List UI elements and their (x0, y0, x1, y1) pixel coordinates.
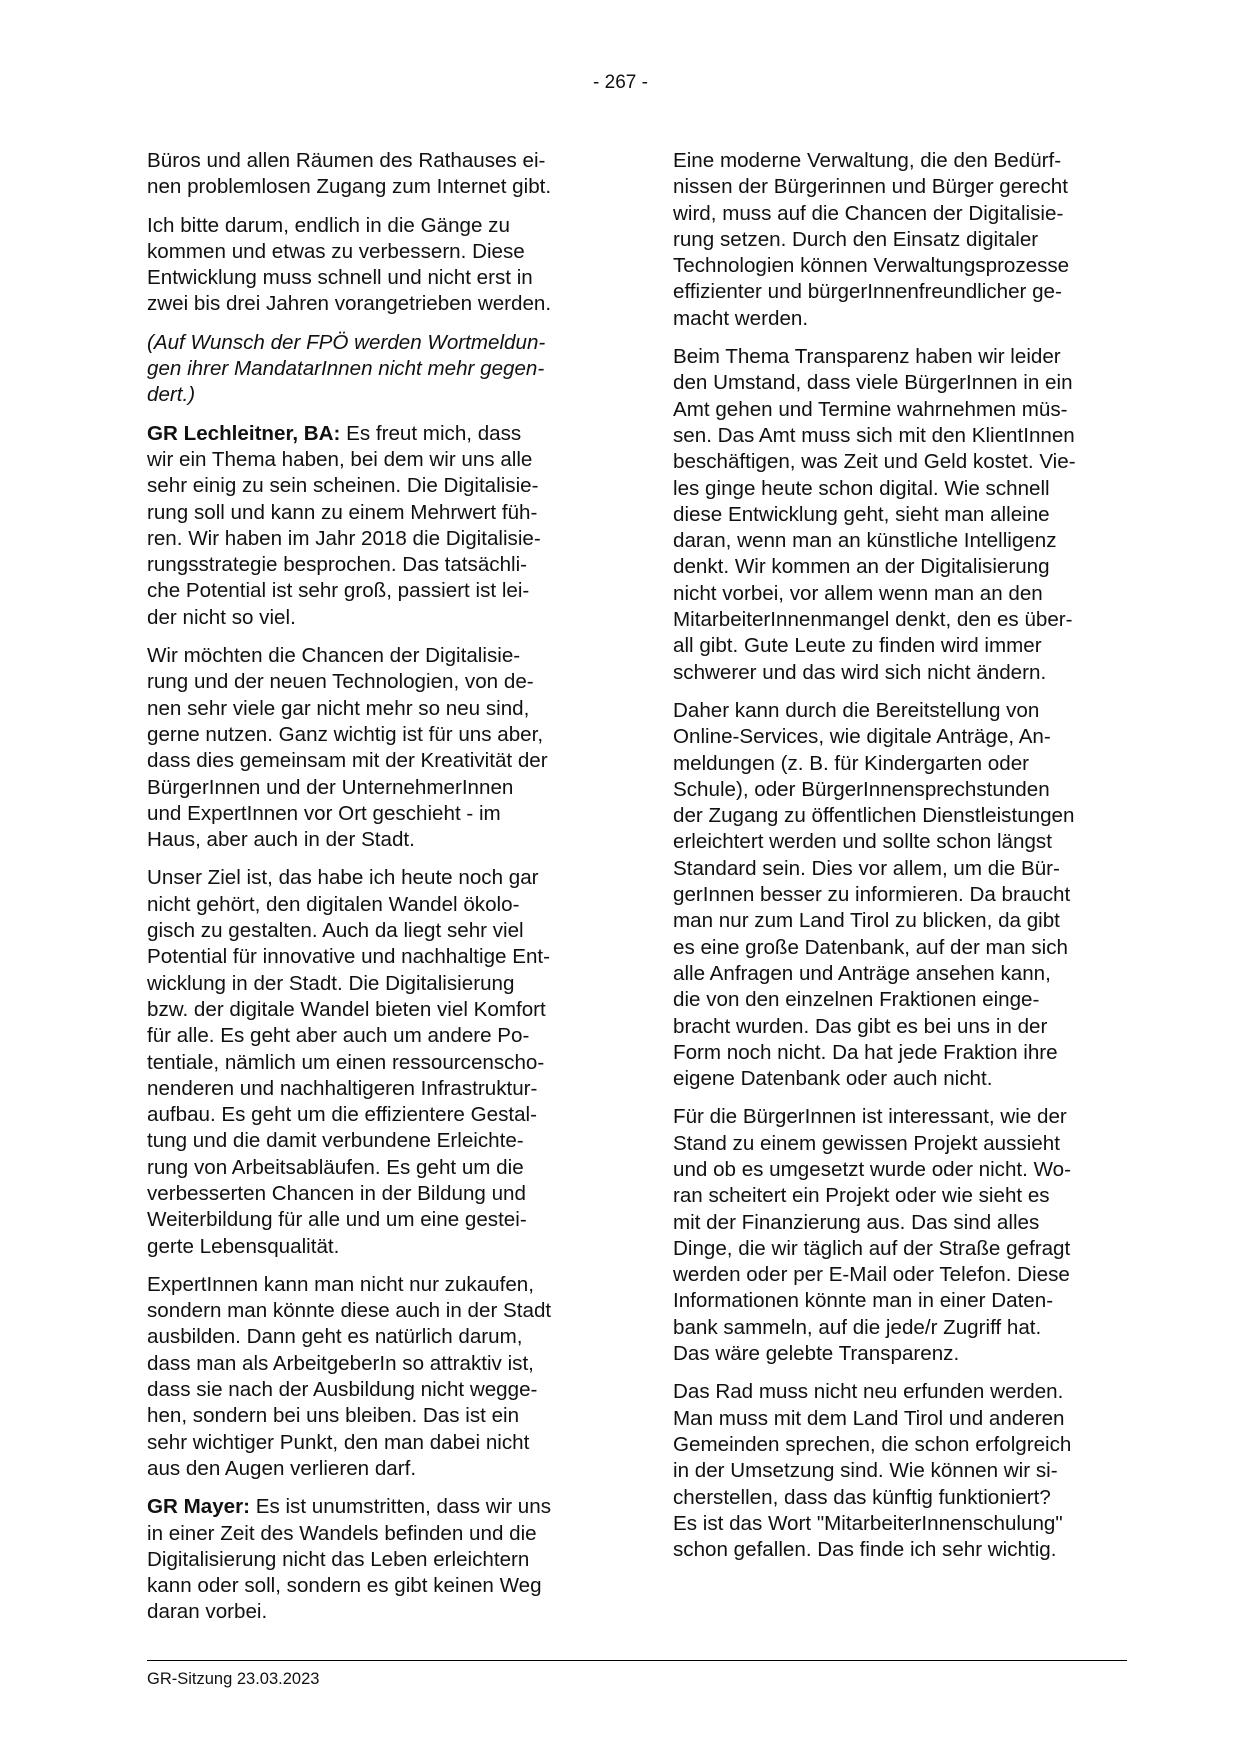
text-line (147, 1547, 601, 1573)
line-text: Standard sein. Dies vor allem, um die Bür- (673, 856, 1060, 880)
text-line (673, 987, 1127, 1013)
text-line (673, 1236, 1127, 1262)
text-line (673, 698, 1127, 724)
text-line (673, 829, 1127, 855)
text-line (673, 279, 1127, 305)
text-line (673, 1131, 1127, 1157)
text-line (147, 918, 601, 944)
text-line (147, 827, 601, 853)
text-line (147, 801, 601, 827)
line-text: (Auf Wunsch der FPÖ werden Wortmeldun- (147, 330, 546, 354)
line-text: Digitalisierung nicht das Leben erleichtern (147, 1547, 530, 1571)
paragraph (147, 148, 601, 201)
line-text: rung soll und kann zu einem Mehrwert füh- (147, 500, 538, 524)
line-text: schwerer und das wird sich nicht ändern. (673, 660, 1047, 684)
text-line (147, 421, 601, 447)
text-line (147, 1403, 601, 1429)
line-text: nenderen und nachhaltigeren Infrastruktur- (147, 1076, 538, 1100)
text-line (673, 1537, 1127, 1563)
line-text: sen. Das Amt muss sich mit den KlientInnen (673, 423, 1075, 447)
text-line (673, 1183, 1127, 1209)
line-text: Eine moderne Verwaltung, die den Bedürf- (673, 149, 1062, 172)
text-line (673, 803, 1127, 829)
line-text: Amt gehen und Termine wahrnehmen müs- (673, 397, 1068, 421)
text-line (673, 633, 1127, 659)
paragraph (673, 1379, 1127, 1563)
text-line (147, 1023, 601, 1049)
line-text: Unser Ziel ist, das habe ich heute noch gar (147, 866, 539, 890)
line-text: für alle. Es geht aber auch um andere Po- (147, 1024, 530, 1048)
text-line (673, 1379, 1127, 1405)
text-line (673, 882, 1127, 908)
line-text: in der Umsetzung sind. Wie können wir si- (673, 1459, 1058, 1483)
text-line (147, 447, 601, 473)
text-line (673, 961, 1127, 987)
line-text: nen sehr viele gar nicht mehr so neu sind, (147, 696, 530, 720)
line-text: dert.) (147, 383, 196, 407)
line-text: sondern man könnte diese auch in der Stadt (147, 1299, 552, 1323)
line-text: der nicht so viel. (147, 605, 296, 629)
line-text: bzw. der digitale Wandel bieten viel Komfort (147, 997, 546, 1021)
line-text: wir ein Thema haben, bei dem wir uns alle (147, 447, 533, 471)
line-text: in einer Zeit des Wandels befinden und die (147, 1521, 537, 1545)
text-line (147, 291, 601, 317)
text-line (147, 578, 601, 604)
line-text: gerInnen besser zu informieren. Da braucht (673, 883, 1071, 907)
text-line (673, 1104, 1127, 1130)
line-text: gen ihrer MandatarInnen nicht mehr gegen- (147, 357, 545, 381)
line-text: bank sammeln, auf die jede/r Zugriff hat. (673, 1315, 1042, 1339)
text-line (673, 1014, 1127, 1040)
line-text: man nur zum Land Tirol zu blicken, da gibt (673, 909, 1060, 933)
text-line (673, 344, 1127, 370)
line-text: Das Rad muss nicht neu erfunden werden. (673, 1380, 1064, 1404)
line-text: Es ist das Wort "MitarbeiterInnenschulung" (673, 1511, 1063, 1535)
text-line (673, 502, 1127, 528)
text-line (673, 476, 1127, 502)
text-line (147, 669, 601, 695)
line-text: der Zugang zu öffentlichen Dienstleistungen (673, 804, 1075, 828)
line-text: ausbilden. Dann geht es natürlich darum, (147, 1325, 523, 1349)
text-line (673, 306, 1127, 332)
line-text: aufbau. Es geht um die effizientere Gestal- (147, 1103, 537, 1127)
footer-divider (147, 1660, 1127, 1661)
line-text: wicklung in der Stadt. Die Digitalisierung (147, 971, 515, 995)
line-text: denkt. Wir kommen an der Digitalisierung (673, 555, 1050, 579)
text-line (673, 1432, 1127, 1458)
text-line (147, 971, 601, 997)
page-number: - 267 - (593, 72, 648, 93)
line-text: zwei bis drei Jahren vorangetrieben werden. (147, 292, 552, 316)
text-line (147, 722, 601, 748)
text-line (673, 528, 1127, 554)
text-line (147, 1521, 601, 1547)
text-line (147, 1494, 601, 1520)
text-line (673, 253, 1127, 279)
text-line (147, 1181, 601, 1207)
text-line (147, 892, 601, 918)
text-line (147, 1155, 601, 1181)
text-line (673, 201, 1127, 227)
line-text: rung von Arbeitsabläufen. Es geht um die (147, 1155, 524, 1179)
speaker-paragraph (147, 1494, 601, 1625)
text-line (673, 227, 1127, 253)
line-text: mit der Finanzierung aus. Das sind alles (673, 1210, 1040, 1234)
text-line (147, 865, 601, 891)
line-text: nissen der Bürgerinnen und Bürger gerecht (673, 175, 1068, 199)
text-line (673, 370, 1127, 396)
line-text: bracht wurden. Das gibt es bei uns in der (673, 1014, 1048, 1038)
text-line (147, 356, 601, 382)
text-line (147, 643, 601, 669)
line-text: hen, sondern bei uns bleiben. Das ist ein (147, 1404, 520, 1428)
line-text: effizienter und bürgerInnenfreundlicher ge- (673, 280, 1062, 304)
line-text: kommen und etwas zu verbessern. Diese (147, 239, 525, 263)
paragraph (673, 344, 1127, 686)
line-text: und ExpertInnen vor Ort geschieht - im (147, 801, 501, 825)
text-line (147, 265, 601, 291)
text-line (673, 1511, 1127, 1537)
text-line (673, 397, 1127, 423)
text-line (147, 1298, 601, 1324)
line-text: rungsstrategie besprochen. Das tatsächli- (147, 553, 528, 577)
line-text: sehr wichtiger Punkt, den man dabei nicht (147, 1430, 530, 1454)
line-text: verbesserten Chancen in der Bildung und (147, 1181, 526, 1205)
line-text: ren. Wir haben im Jahr 2018 die Digitalisie- (147, 526, 541, 550)
text-line (147, 1324, 601, 1350)
paragraph (147, 865, 601, 1259)
editorial-note (147, 330, 601, 409)
line-text: Schule), oder BürgerInnensprechstunden (673, 777, 1050, 801)
text-line (673, 1288, 1127, 1314)
line-text: Technologien können Verwaltungsprozesse (673, 254, 1070, 278)
text-line (147, 1456, 601, 1482)
text-line (147, 1076, 601, 1102)
text-line (147, 526, 601, 552)
text-line (673, 1315, 1127, 1341)
line-text: erleichtert werden und sollte schon längst (673, 830, 1052, 854)
line-text: dass dies gemeinsam mit der Kreativität der (147, 749, 548, 773)
paragraph (673, 698, 1127, 1092)
text-line (673, 1210, 1127, 1236)
paragraph (673, 148, 1127, 332)
line-text: BürgerInnen und der UnternehmerInnen (147, 775, 514, 799)
paragraph (673, 1104, 1127, 1367)
line-text: aus den Augen verlieren darf. (147, 1456, 417, 1480)
text-line (147, 1128, 601, 1154)
text-line (147, 1050, 601, 1076)
line-text: Es freut mich, dass (340, 421, 522, 445)
line-text: schon gefallen. Das finde ich sehr wichtig. (673, 1538, 1057, 1562)
left-column (147, 148, 601, 1638)
line-text: daran, wenn man an künstliche Intelligenz (673, 529, 1057, 553)
line-text: den Umstand, dass viele BürgerInnen in ein (673, 371, 1073, 395)
line-text: Das wäre gelebte Transparenz. (673, 1342, 960, 1366)
text-line (673, 554, 1127, 580)
text-line (673, 1262, 1127, 1288)
text-line (673, 1341, 1127, 1367)
line-text: Form noch nicht. Da hat jede Fraktion ihre (673, 1040, 1058, 1064)
line-text: dass man als ArbeitgeberIn so attraktiv ist, (147, 1351, 534, 1375)
line-text: sehr einig zu sein scheinen. Die Digitalisie- (147, 474, 539, 498)
text-line (673, 908, 1127, 934)
text-line (147, 1430, 601, 1456)
line-text: Haus, aber auch in der Stadt. (147, 828, 415, 852)
line-text: MitarbeiterInnenmangel denkt, den es über- (673, 608, 1073, 632)
line-text: Büros und allen Räumen des Rathauses ei- (147, 149, 546, 172)
text-line (147, 748, 601, 774)
line-text: die von den einzelnen Fraktionen einge- (673, 988, 1040, 1012)
text-line (673, 1458, 1127, 1484)
line-text: diese Entwicklung geht, sieht man alleine (673, 502, 1050, 526)
line-text: Daher kann durch die Bereitstellung von (673, 698, 1040, 722)
line-text: les ginge heute schon digital. Wie schnell (673, 476, 1050, 500)
line-text: ran scheitert ein Projekt oder wie sieht es (673, 1184, 1050, 1208)
text-line (673, 777, 1127, 803)
line-text: Informationen könnte man in einer Daten- (673, 1289, 1054, 1313)
text-line (147, 1207, 601, 1233)
line-text: dass sie nach der Ausbildung nicht wegge- (147, 1378, 538, 1402)
right-column (673, 148, 1127, 1575)
line-text: macht werden. (673, 306, 809, 330)
text-line (673, 1406, 1127, 1432)
text-line (673, 1157, 1127, 1183)
line-text: eigene Datenbank oder auch nicht. (673, 1067, 993, 1091)
text-line (147, 696, 601, 722)
line-text: che Potential ist sehr groß, passiert ist lei- (147, 579, 530, 603)
line-text: und ob es umgesetzt wurde oder nicht. Wo- (673, 1157, 1071, 1181)
line-text: Potential für innovative und nachhaltige Ent- (147, 945, 550, 969)
footer-session-date: GR-Sitzung 23.03.2023 (147, 1670, 320, 1688)
text-line (147, 1351, 601, 1377)
text-line (147, 997, 601, 1023)
line-text: Beim Thema Transparenz haben wir leider (673, 345, 1061, 369)
line-text: Stand zu einem gewissen Projekt aussieht (673, 1131, 1060, 1155)
text-line (673, 1040, 1127, 1066)
text-line (673, 449, 1127, 475)
line-text: Es ist unumstritten, dass wir uns (250, 1495, 552, 1519)
line-text: nen problemlosen Zugang zum Internet gibt. (147, 175, 552, 199)
line-text: rung und der neuen Technologien, von de- (147, 670, 534, 694)
text-line (147, 382, 601, 408)
text-line (673, 935, 1127, 961)
line-text: Wir möchten die Chancen der Digitalisie- (147, 644, 521, 668)
line-text: Für die BürgerInnen ist interessant, wie der (673, 1105, 1067, 1129)
line-text: tentiale, nämlich um einen ressourcenscho- (147, 1050, 545, 1074)
line-text: Dinge, die wir täglich auf der Straße gefragt (673, 1236, 1071, 1260)
line-text: rung setzen. Durch den Einsatz digitaler (673, 227, 1039, 251)
line-text: kann oder soll, sondern es gibt keinen Weg (147, 1574, 542, 1598)
line-text: cherstellen, dass das künftig funktioniert? (673, 1485, 1051, 1509)
line-text: all gibt. Gute Leute zu finden wird immer (673, 634, 1042, 658)
text-line (147, 1573, 601, 1599)
line-text: es eine große Datenbank, auf der man sich (673, 935, 1068, 959)
text-line (147, 500, 601, 526)
line-text: alle Anfragen und Anträge ansehen kann, (673, 961, 1051, 985)
paragraph (147, 213, 601, 318)
line-text: daran vorbei. (147, 1600, 268, 1624)
speaker-name: GR Mayer: (147, 1495, 250, 1519)
line-text: Weiterbildung für alle und um eine gestei- (147, 1208, 527, 1232)
line-text: Entwicklung muss schnell und nicht erst in (147, 266, 533, 290)
line-text: beschäftigen, was Zeit und Geld kostet. Vie- (673, 450, 1076, 474)
line-text: wird, muss auf die Chancen der Digitalisie- (673, 201, 1064, 225)
line-text: nicht vorbei, vor allem wenn man an den (673, 581, 1043, 605)
line-text: werden oder per E-Mail oder Telefon. Diese (673, 1263, 1070, 1287)
line-text: gerte Lebensqualität. (147, 1234, 340, 1258)
text-line (147, 174, 601, 200)
text-line (147, 330, 601, 356)
text-line (673, 581, 1127, 607)
text-line (147, 473, 601, 499)
text-line (673, 660, 1127, 686)
text-line (673, 423, 1127, 449)
text-line (147, 944, 601, 970)
text-line (147, 1377, 601, 1403)
text-line (673, 607, 1127, 633)
text-line (147, 605, 601, 631)
line-text: Man muss mit dem Land Tirol und anderen (673, 1406, 1065, 1430)
line-text: Online-Services, wie digitale Anträge, An- (673, 725, 1051, 749)
line-text: nicht gehört, den digitalen Wandel ökolo- (147, 892, 520, 916)
line-text: Ich bitte darum, endlich in die Gänge zu (147, 213, 510, 237)
text-line (147, 1234, 601, 1260)
text-line (147, 1272, 601, 1298)
line-text: gerne nutzen. Ganz wichtig ist für uns aber, (147, 722, 544, 746)
text-line (147, 775, 601, 801)
speaker-name: GR Lechleitner, BA: (147, 421, 341, 445)
text-line (673, 751, 1127, 777)
text-line (673, 174, 1127, 200)
line-text: Gemeinden sprechen, die schon erfolgreich (673, 1432, 1072, 1456)
text-line (673, 724, 1127, 750)
text-line (147, 148, 601, 174)
line-text: ExpertInnen kann man nicht nur zukaufen, (147, 1272, 534, 1296)
text-line (673, 148, 1127, 174)
line-text: meldungen (z. B. für Kindergarten oder (673, 751, 1030, 775)
line-text: tung und die damit verbundene Erleichte- (147, 1129, 524, 1153)
text-line (147, 1599, 601, 1625)
text-line (673, 1066, 1127, 1092)
text-line (147, 552, 601, 578)
speaker-paragraph (147, 421, 601, 631)
line-text: gisch zu gestalten. Auch da liegt sehr viel (147, 919, 524, 943)
text-line (147, 239, 601, 265)
text-line (673, 1485, 1127, 1511)
text-line (147, 1102, 601, 1128)
paragraph (147, 643, 601, 853)
text-line (673, 856, 1127, 882)
paragraph (147, 1272, 601, 1482)
text-line (147, 213, 601, 239)
